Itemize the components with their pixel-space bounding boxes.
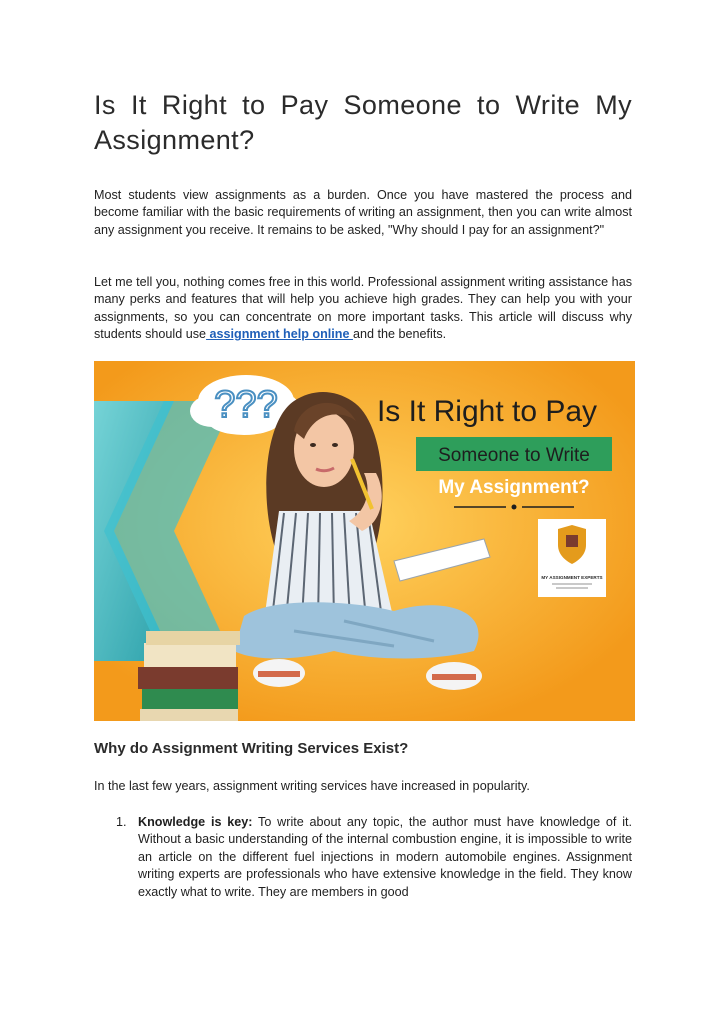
banner-headline-line1: Is It Right to Pay [376, 395, 598, 428]
page-title: Is It Right to Pay Someone to Write My Assignment? [94, 90, 632, 155]
banner-headline-line2: Someone to Write [438, 445, 590, 466]
assignment-help-online-link[interactable]: assignment help online [206, 327, 353, 342]
hero-banner-image [94, 361, 635, 721]
list-item-body: To write about any topic, the author must have knowledge of it. Without a basic understanding of the internal combustion engine, it is impossible to write an article on the different fuel injections in modern automobile engines. Assignment writing experts are professionals who have extensive knowledge in the field. They know exactly what to write. They are members in good [138, 815, 632, 899]
section-heading: Why do Assignment Writing Services Exist? [94, 740, 409, 757]
thought-bubble-text: ??? [214, 384, 278, 426]
brand-logo-text: MY ASSIGNMENT EXPERTS [541, 575, 603, 580]
banner-headline-line3: My Assignment? [438, 477, 590, 498]
list-item-text [138, 814, 632, 901]
intro-paragraph-2-tail: and the benefits. [352, 327, 447, 342]
list-item-number: 1. [116, 815, 127, 829]
section-paragraph: In the last few years, assignment writing services have increased in popularity. [94, 779, 530, 793]
intro-paragraph-2-text: Let me tell you, nothing comes free in this world. Professional assignment writing assistance has many perks and features that will help you achieve high grades. They can help you with your assignments, so you can concentrate on more important tasks. This article will discuss why students should use [94, 275, 632, 342]
brand-logo-card [538, 519, 606, 597]
book-stack [138, 631, 240, 721]
list-item-label: Knowledge is key: [138, 815, 253, 829]
intro-paragraph-2 [94, 274, 632, 344]
intro-paragraph-1: Most students view assignments as a burden. Once you have mastered the process and become familiar with the basic requirements of writing an assignment, then you can write almost any assignment you receive. It remains to be asked, "Why should I pay for an assignment?" [94, 188, 632, 237]
